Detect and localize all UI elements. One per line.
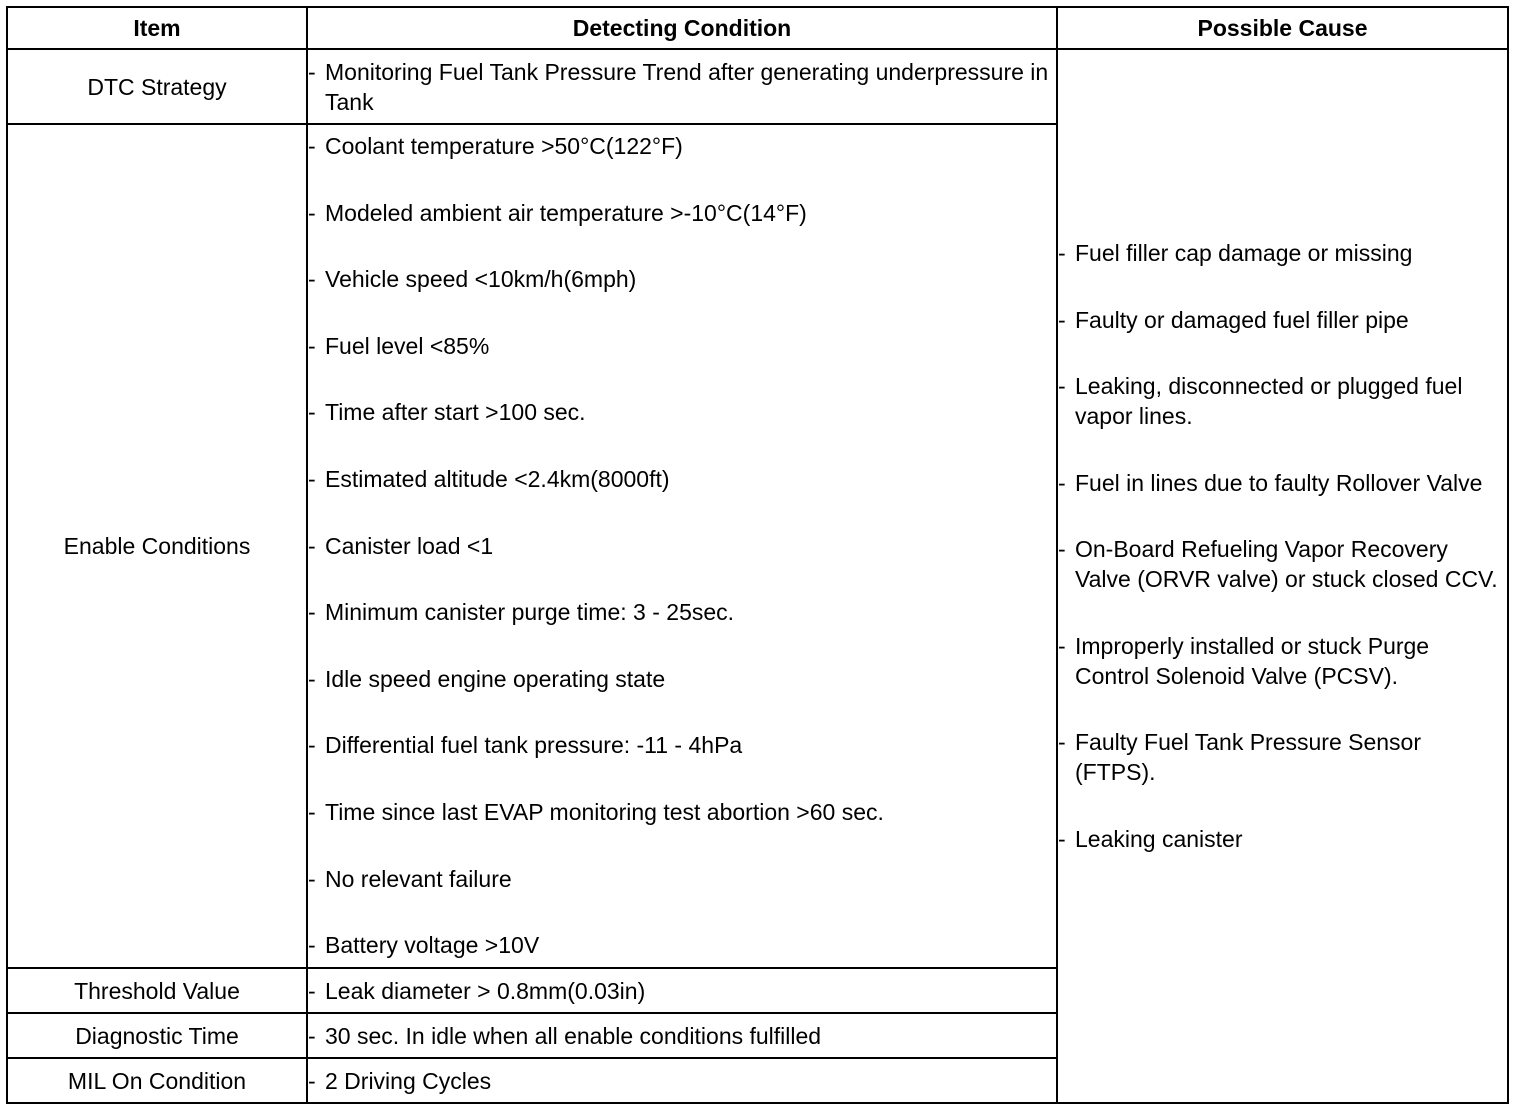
item-diagnostic-time: Diagnostic Time bbox=[7, 1013, 307, 1058]
condition-text: Time since last EVAP monitoring test abortion >60 sec. bbox=[325, 798, 884, 825]
bullet-dash: - bbox=[1058, 373, 1066, 399]
condition-item bbox=[308, 1021, 1056, 1051]
cause-item bbox=[1058, 534, 1507, 594]
cause-text: Leaking canister bbox=[1075, 825, 1243, 852]
condition-item bbox=[308, 1066, 1056, 1096]
cause-item bbox=[1058, 727, 1507, 787]
condition-text: Estimated altitude <2.4km(8000ft) bbox=[325, 465, 670, 492]
bullet-dash: - bbox=[308, 399, 316, 426]
bullet-dash: - bbox=[308, 732, 316, 759]
condition-text: Vehicle speed <10km/h(6mph) bbox=[325, 266, 637, 293]
cause-item bbox=[1058, 631, 1507, 691]
condition-text: Minimum canister purge time: 3 - 25sec. bbox=[325, 599, 735, 626]
bullet-dash: - bbox=[1058, 632, 1066, 659]
condition-cell bbox=[307, 1058, 1057, 1103]
bullet-dash: - bbox=[1058, 306, 1066, 333]
enable-condition-list bbox=[308, 125, 1056, 960]
header-row bbox=[7, 7, 1508, 49]
header-detecting-condition: Detecting Condition bbox=[307, 7, 1057, 49]
condition-item bbox=[308, 464, 1056, 494]
possible-cause-cell bbox=[1057, 49, 1508, 1103]
condition-text: Fuel level <85% bbox=[325, 332, 490, 359]
cause-text: Improperly installed or stuck Purge Control Solenoid Valve (PCSV). bbox=[1075, 632, 1430, 689]
condition-text: Leak diameter > 0.8mm(0.03in) bbox=[325, 977, 646, 1004]
condition-item bbox=[308, 797, 1056, 827]
condition-text: 2 Driving Cycles bbox=[325, 1067, 492, 1094]
condition-text: No relevant failure bbox=[325, 865, 512, 892]
condition-text: Modeled ambient air temperature >-10°C(14°F) bbox=[325, 199, 807, 226]
condition-text: Differential fuel tank pressure: -11 - 4hPa bbox=[325, 732, 743, 759]
condition-cell bbox=[307, 1013, 1057, 1058]
bullet-dash: - bbox=[1058, 240, 1066, 266]
bullet-dash: - bbox=[308, 665, 316, 692]
cause-text: Leaking, disconnected or plugged fuel vapor lines. bbox=[1075, 373, 1463, 429]
cause-text: Fuel filler cap damage or missing bbox=[1075, 240, 1413, 266]
item-threshold-value: Threshold Value bbox=[7, 968, 307, 1013]
bullet-dash: - bbox=[308, 58, 316, 85]
bullet-dash: - bbox=[1058, 729, 1066, 755]
condition-cell bbox=[307, 124, 1057, 968]
cause-item bbox=[1058, 305, 1507, 335]
item-enable-conditions: Enable Conditions bbox=[7, 124, 307, 968]
bullet-dash: - bbox=[308, 865, 316, 892]
condition-cell bbox=[307, 49, 1057, 124]
bullet-dash: - bbox=[308, 977, 316, 1004]
condition-text: Time after start >100 sec. bbox=[325, 399, 586, 426]
header-item: Item bbox=[7, 7, 307, 49]
condition-item bbox=[308, 131, 1056, 161]
condition-text: 30 sec. In idle when all enable conditions fulfilled bbox=[325, 1022, 822, 1049]
condition-item bbox=[308, 531, 1056, 561]
bullet-dash: - bbox=[308, 332, 316, 359]
condition-text: Canister load <1 bbox=[325, 532, 494, 559]
condition-item bbox=[308, 57, 1056, 117]
bullet-dash: - bbox=[308, 1022, 316, 1049]
condition-item bbox=[308, 397, 1056, 427]
cause-item bbox=[1058, 468, 1507, 498]
bullet-dash: - bbox=[308, 465, 316, 492]
bullet-dash: - bbox=[1058, 825, 1066, 852]
cause-text: Fuel in lines due to faulty Rollover Valve bbox=[1075, 469, 1483, 496]
bullet-dash: - bbox=[1058, 469, 1066, 496]
condition-item bbox=[308, 864, 1056, 894]
dtc-spec-table bbox=[6, 6, 1509, 1104]
cause-text: On-Board Refueling Vapor Recovery Valve (ORVR valve) or stuck closed CCV. bbox=[1075, 536, 1498, 592]
condition-text: Coolant temperature >50°C(122°F) bbox=[325, 133, 683, 159]
condition-cell bbox=[307, 968, 1057, 1013]
condition-item bbox=[308, 264, 1056, 294]
condition-item bbox=[308, 664, 1056, 694]
cause-item bbox=[1058, 824, 1507, 854]
cause-text: Faulty or damaged fuel filler pipe bbox=[1075, 306, 1409, 333]
bullet-dash: - bbox=[308, 932, 316, 959]
condition-text: Monitoring Fuel Tank Pressure Trend after generating underpressure in Tank bbox=[325, 58, 1049, 115]
bullet-dash: - bbox=[308, 599, 316, 626]
condition-item bbox=[308, 930, 1056, 960]
condition-item bbox=[308, 597, 1056, 627]
header-possible-cause: Possible Cause bbox=[1057, 7, 1508, 49]
condition-text: Battery voltage >10V bbox=[325, 932, 540, 959]
bullet-dash: - bbox=[308, 1067, 316, 1094]
condition-text: Idle speed engine operating state bbox=[325, 665, 666, 692]
item-dtc-strategy: DTC Strategy bbox=[7, 49, 307, 124]
possible-cause-list bbox=[1058, 50, 1507, 854]
table-row bbox=[7, 49, 1508, 124]
condition-item bbox=[308, 730, 1056, 760]
bullet-dash: - bbox=[308, 133, 316, 159]
cause-item bbox=[1058, 371, 1507, 431]
cause-item bbox=[1058, 238, 1507, 268]
condition-item bbox=[308, 976, 1056, 1006]
condition-item bbox=[308, 331, 1056, 361]
bullet-dash: - bbox=[1058, 536, 1066, 562]
condition-item bbox=[308, 198, 1056, 228]
cause-text: Faulty Fuel Tank Pressure Sensor (FTPS). bbox=[1075, 729, 1422, 785]
bullet-dash: - bbox=[308, 266, 316, 293]
bullet-dash: - bbox=[308, 199, 316, 226]
bullet-dash: - bbox=[308, 798, 316, 825]
bullet-dash: - bbox=[308, 532, 316, 559]
item-mil-on-condition: MIL On Condition bbox=[7, 1058, 307, 1103]
